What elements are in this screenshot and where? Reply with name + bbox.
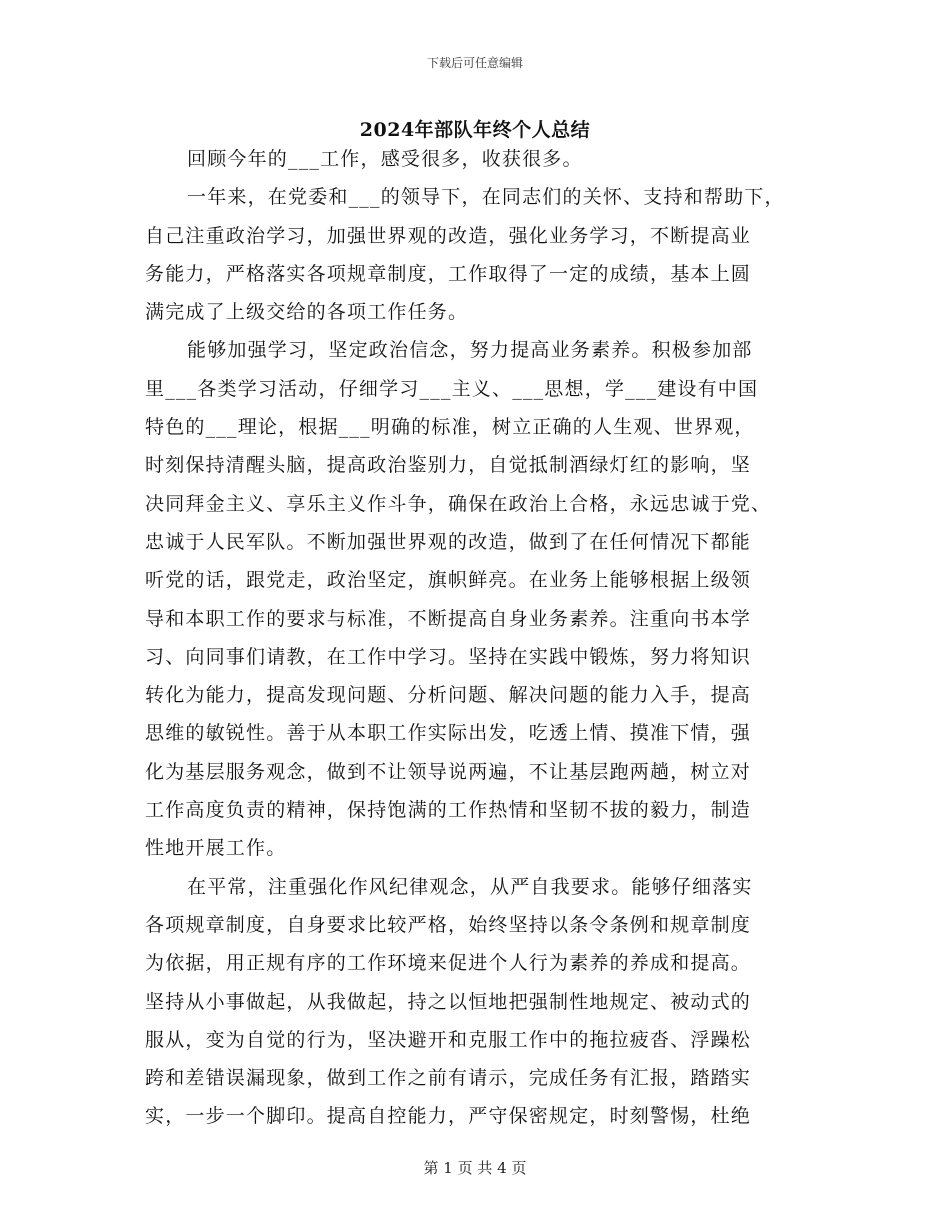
- paragraph-line: 为依据，用正规有序的工作环境来促进个人行为素养的养成和提高。: [145, 952, 752, 975]
- paragraph-line: 坚持从小事做起，从我做起，持之以恒地把强制性地规定、被动式的: [145, 990, 752, 1013]
- paragraph-line: 满完成了上级交给的各项工作任务。: [145, 301, 469, 324]
- paragraph-line: 服从，变为自觉的行为，坚决避开和克服工作中的拖拉疲沓、浮躁松: [145, 1028, 752, 1051]
- paragraph-line: 导和本职工作的要求与标准，不断提高自身业务素养。注重向书本学: [145, 607, 752, 630]
- paragraph-line: 跨和差错误漏现象，做到工作之前有请示，完成任务有汇报，踏踏实: [145, 1067, 752, 1090]
- paragraph-line: 思维的敏锐性。善于从本职工作实际出发，吃透上情、摸准下情，强: [145, 722, 752, 745]
- paragraph-line: 实，一步一个脚印。提高自控能力，严守保密规定，时刻警惕，杜绝: [145, 1105, 752, 1128]
- paragraph-line: 特色的___理论，根据___明确的标准，树立正确的人生观、世界观，: [145, 416, 755, 439]
- paragraph-line: 在平常，注重强化作风纪律观念，从严自我要求。能够仔细落实: [187, 875, 753, 898]
- document-body: [145, 140, 815, 1136]
- paragraph-line: 务能力，严格落实各项规章制度，工作取得了一定的成绩，基本上圆: [145, 262, 752, 285]
- paragraph-line: 决同拜金主义、享乐主义作斗争，确保在政治上合格，永远忠诚于党、: [145, 492, 772, 515]
- paragraph-line: 忠诚于人民军队。不断加强世界观的改造，做到了在任何情况下都能: [145, 530, 752, 553]
- paragraph-line: 转化为能力，提高发现问题、分析问题、解决问题的能力入手，提高: [145, 684, 752, 707]
- paragraph-line: 工作高度负责的精神，保持饱满的工作热情和坚韧不拔的毅力，制造: [145, 799, 752, 822]
- paragraph-line: 各项规章制度，自身要求比较严格，始终坚持以条令条例和规章制度: [145, 913, 752, 936]
- paragraph-line: 时刻保持清醒头脑，提高政治鉴别力，自觉抵制酒绿灯红的影响，坚: [145, 454, 752, 477]
- paragraph-line: 性地开展工作。: [145, 837, 287, 860]
- paragraph-line: 听党的话，跟党走，政治坚定，旗帜鲜亮。在业务上能够根据上级领: [145, 569, 752, 592]
- paragraph-line: 化为基层服务观念，做到不让领导说两遍，不让基层跑两趟，树立对: [145, 760, 752, 783]
- paragraph-line: 回顾今年的___工作，感受很多，收获很多。: [187, 148, 583, 170]
- paragraph-line: 自己注重政治学习，加强世界观的改造，强化业务学习，不断提高业: [145, 224, 752, 247]
- paragraph-line: 能够加强学习，坚定政治信念，努力提高业务素养。积极参加部: [187, 339, 753, 362]
- paragraph-line: 一年来，在党委和___的领导下，在同志们的关怀、支持和帮助下，: [187, 186, 785, 209]
- page-header: 下载后可任意编辑: [426, 56, 523, 70]
- paragraph-line: 里___各类学习活动，仔细学习___主义、___思想，学___建设有中国: [145, 377, 759, 400]
- page-footer: 第 1 页 共 4 页: [423, 1159, 527, 1177]
- document-title: 2024年部队年终个人总结: [359, 119, 591, 141]
- paragraph-line: 习、向同事们请教，在工作中学习。坚持在实践中锻炼，努力将知识: [145, 645, 752, 668]
